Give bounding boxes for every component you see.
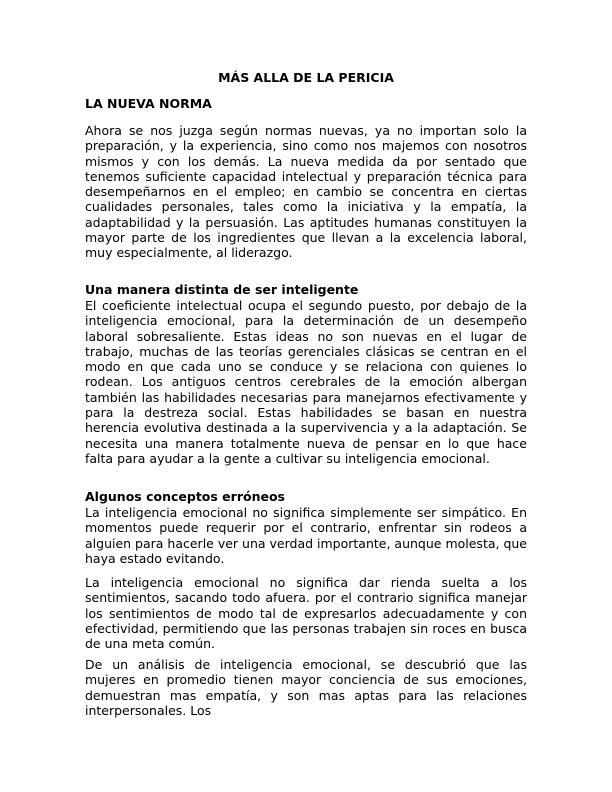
section-heading-nueva-norma: LA NUEVA NORMA: [85, 96, 212, 111]
section-heading-conceptos-erroneos: Algunos conceptos erróneos: [85, 489, 285, 504]
section-paragraph: Ahora se nos juzga según normas nuevas, ya no importan solo la preparación, y la experiencia, sino como nos majemos con nosotros mismos y con los demás. La nueva medida da por sentado que tenemos suficiente capacidad intelectual y preparación técnica para desempeñarnos en el empleo; en cambio se concentra en ciertas cualidades personales, tales como la iniciativa y la empatía, la adaptabilidad y la persuasión. Las aptitudes humanas constituyen la mayor parte de los ingredientes que llevan a la excelencia laboral, muy especialmente, al liderazgo.: [85, 123, 527, 261]
section-paragraph: De un análisis de inteligencia emocional, se descubrió que las mujeres en promedio tienen mayor conciencia de sus emociones, demuestran mas empatía, y son mas aptas para las relaciones interpersonales. Los: [85, 657, 527, 718]
section-paragraph: El coeficiente intelectual ocupa el segundo puesto, por debajo de la inteligencia emocional, para la determinación de un desempeño laboral sobresaliente. Estas ideas no son nuevas en el lugar de trabajo, muchas de las teorías gerenciales clásicas se centran en el modo en que cada uno se conduce y se relaciona con quienes lo rodean. Los antiguos centros cerebrales de la emoción albergan también las habilidades necesarias para manejarnos efectivamente y para la destreza social. Estas habilidades se basan en nuestra herencia evolutiva destinada a la supervivencia y a la adaptación. Se necesita una manera totalmente nueva de pensar en lo que hace falta para ayudar a la gente a cultivar su inteligencia emocional.: [85, 298, 527, 466]
section-paragraph: La inteligencia emocional no significa simplemente ser simpático. En momentos puede requerir por el contrario, enfrentar sin rodeos a alguien para hacerle ver una verdad importante, aunque molesta, que haya estado evitando.: [85, 505, 527, 566]
section-paragraph: La inteligencia emocional no significa dar rienda suelta a los sentimientos, sacando todo afuera. por el contrario significa manejar los sentimientos de modo tal de expresarlos adecuadamente y con efectividad, permitiendo que las personas trabajen sin roces en busca de una meta común.: [85, 575, 527, 652]
document-title: MÁS ALLA DE LA PERICIA: [218, 70, 394, 85]
section-heading-manera-distinta: Una manera distinta de ser inteligente: [85, 282, 359, 297]
